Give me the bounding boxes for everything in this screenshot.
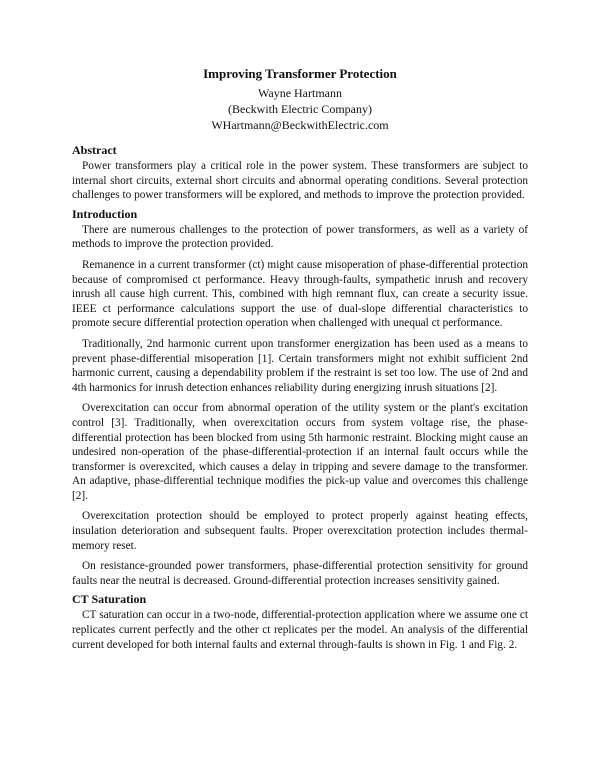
author-name: Wayne Hartmann bbox=[258, 86, 342, 100]
introduction-paragraph: Overexcitation can occur from abnormal operation of the utility system or the plant's excitation control [3]. Traditionally, when overexcitation occurs from system voltage rise, the phase-differential protection has been blocked from using 5th harmonic restraint. Blocking might cause an undesired non-operation of the phase-differential-protection if an internal fault occurs while the transformer is overexcited, which causes a delay in tripping and severe damage to the transformer. An adaptive, phase-differential technique modifies the pick-up value and overcomes this challenge [2]. bbox=[72, 402, 528, 502]
author-affiliation: (Beckwith Electric Company) bbox=[228, 102, 372, 116]
ct-saturation-paragraph: CT saturation can occur in a two-node, differential-protection application where we assume one ct replicates current perfectly and the other ct replicates per the model. An analysis of the differential current developed for both internal faults and external through-faults is shown in Fig. 1 and Fig. 2. bbox=[72, 609, 528, 651]
paper-content bbox=[72, 66, 528, 656]
introduction-paragraph: Overexcitation protection should be employed to protect properly against heating effects, insulation deterioration and subsequent faults. Proper overexcitation protection includes thermal-memory reset. bbox=[72, 510, 528, 552]
introduction-paragraph: Remanence in a current transformer (ct) might cause misoperation of phase-differential protection because of compromised ct performance. Heavy through-faults, sympathetic inrush and recovery inrush all cause high current. This, combined with high remnant flux, can create a security issue. IEEE ct performance calculations support the use of dual-slope differential characteristics to promote secure differential protection operation when challenged with unequal ct performance. bbox=[72, 258, 528, 330]
introduction-heading: Introduction bbox=[72, 206, 138, 221]
author-email[interactable]: WHartmann@BeckwithElectric.com bbox=[211, 118, 389, 132]
introduction-paragraph: Traditionally, 2nd harmonic current upon transformer energization has been used as a means to prevent phase-differential misoperation [1]. Certain transformers might not exhibit sufficient 2nd harmonic current, causing a dependability problem if the restraint is set too low. The use of 2nd and 4th harmonics for inrush detection enhances reliability during energizing inrush situations [2]. bbox=[72, 337, 528, 394]
abstract-section bbox=[72, 143, 528, 203]
abstract-heading: Abstract bbox=[72, 143, 117, 157]
introduction-section bbox=[72, 207, 528, 589]
author-block bbox=[72, 85, 528, 133]
ct-saturation-heading: CT Saturation bbox=[72, 592, 147, 607]
introduction-paragraph: On resistance-grounded power transformers, phase-differential protection sensitivity for ground faults near the neutral is decreased. Ground-differential protection increases sensitivity gained. bbox=[72, 560, 528, 587]
abstract-paragraph: Power transformers play a critical role in the power system. These transformers are subject to internal short circuits, external short circuits and abnormal operating conditions. Several protection challenges to power transformers will be explored, and methods to improve the protection provided. bbox=[72, 160, 528, 202]
introduction-paragraph: There are numerous challenges to the protection of power transformers, as well as a variety of methods to improve the protection provided. bbox=[72, 223, 528, 251]
ct-saturation-section bbox=[72, 592, 528, 652]
paper-title: Improving Transformer Protection bbox=[203, 66, 397, 81]
